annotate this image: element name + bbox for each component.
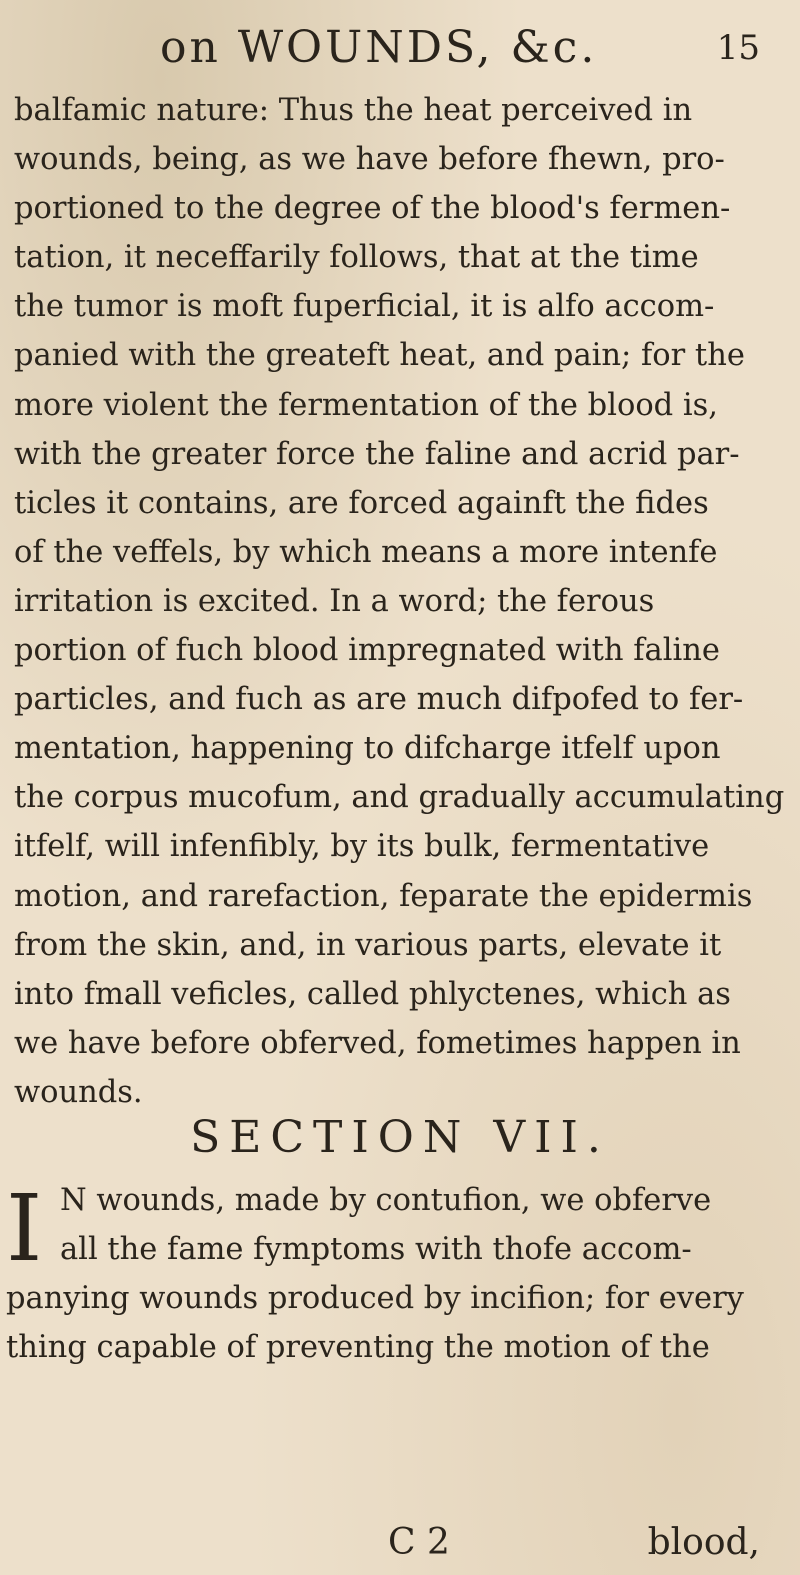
- text-line: the corpus mucofum, and gradually accumulating: [14, 780, 785, 816]
- text-line: ticles it contains, are forced againft the fides: [14, 485, 709, 521]
- page-header: [160, 22, 760, 80]
- text-line: we have before obferved, fometimes happen in: [14, 1025, 741, 1061]
- body-text: [14, 86, 794, 1117]
- text-line: wounds, being, as we have before fhewn, pro-: [14, 142, 725, 178]
- text-line: mentation, happening to difcharge itfelf upon: [14, 731, 721, 767]
- text-line: with the greater force the faline and acrid par-: [14, 436, 740, 472]
- text-line: portioned to the degree of the blood's fermen-: [14, 191, 731, 227]
- text-line: wounds.: [14, 1074, 143, 1110]
- section-heading: SECTION VII.: [190, 1112, 610, 1163]
- text-line: particles, and fuch as are much difpofed to fer-: [14, 682, 744, 718]
- text-line: motion, and rarefaction, feparate the epidermis: [14, 878, 753, 914]
- text-line: itfelf, will infenfibly, by its bulk, fermentative: [14, 829, 710, 865]
- text-line: panying wounds produced by incifion; for every: [6, 1281, 744, 1317]
- text-line: from the skin, and, in various parts, elevate it: [14, 927, 722, 963]
- dropcap-indented-lines: [6, 1176, 796, 1274]
- drop-capital: [6, 1175, 58, 1282]
- drop-capital-letter: I: [6, 1175, 43, 1282]
- text-line: panied with the greateft heat, and pain; for the: [14, 338, 745, 374]
- running-head: on WOUNDS, &c.: [160, 22, 598, 73]
- text-line: portion of fuch blood impregnated with faline: [14, 633, 720, 669]
- text-line: of the veffels, by which means a more intenfe: [14, 534, 718, 570]
- text-line: balfamic nature: Thus the heat perceived in: [14, 93, 693, 128]
- text-line: more violent the fermentation of the blood is,: [14, 387, 719, 423]
- text-line: N wounds, made by contufion, we obferve: [60, 1183, 712, 1218]
- text-line: the tumor is moft fuperficial, it is alfo accom-: [14, 289, 715, 325]
- signature-mark: C 2: [388, 1522, 450, 1563]
- text-line: irritation is excited. In a word; the ferous: [14, 583, 655, 619]
- section-text: [6, 1176, 796, 1372]
- text-line: into fmall veficles, called phlyctenes, which as: [14, 976, 731, 1012]
- page-footer: [0, 1522, 800, 1572]
- page-number: 15: [716, 28, 760, 68]
- text-line: all the fame fymptoms with thofe accom-: [60, 1232, 692, 1268]
- catchword: blood,: [647, 1522, 760, 1563]
- text-line: tation, it neceffarily follows, that at the time: [14, 240, 699, 276]
- text-line: thing capable of preventing the motion of the: [6, 1330, 710, 1366]
